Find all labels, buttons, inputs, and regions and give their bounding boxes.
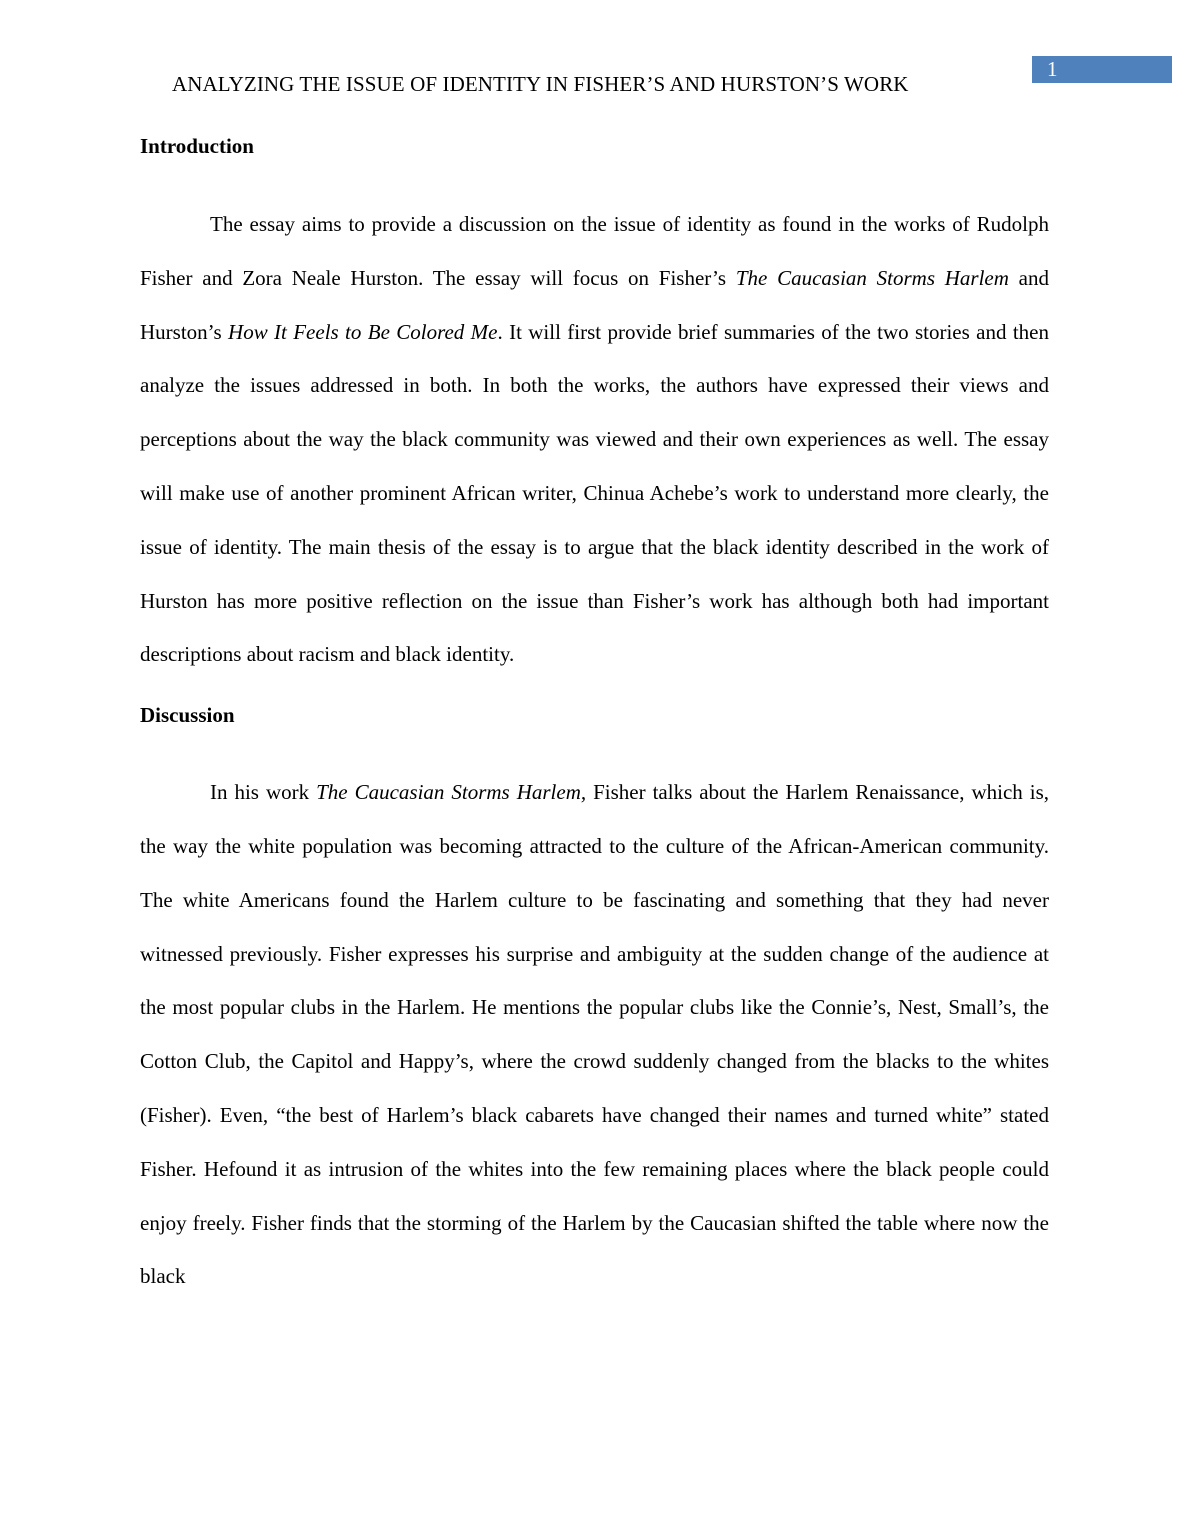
paragraph-text: The essay aims to provide a discussion on the issue of identity as found in the works of Rudolph Fisher and Zora Neale Hurston. The essay will focus on Fisher’s [140, 212, 1049, 290]
document-body [140, 132, 1049, 1304]
paragraph-text: In his work [210, 780, 317, 805]
page-number: 1 [1047, 57, 1058, 81]
paragraph-text: Fisher talks about the Harlem Renaissance, which is, the way the white population was becoming attracted to the culture of the African-American community. The white Americans found the Harlem culture to be fascinating and something that they had never witnessed previously. Fisher expresses his surprise and ambiguity at the sudden change of the audience at the most popular clubs in the Harlem. He mentions the popular clubs like the Connie’s, Nest, Small’s, the Cotton Club, the Capitol and Happy’s, where the crowd suddenly changed from the blacks to the whites (Fisher). Even, “the best of Harlem’s black cabarets have changed their names and turned white” stated Fisher. Hefound it as intrusion of the whites into the few remaining places where the black people could enjoy freely. Fisher finds that the storming of the Harlem by the Caucasian shifted the table where now the black [140, 780, 1049, 1289]
paragraph-text: and Hurston’s [140, 265, 1049, 344]
section-heading-introduction: Introduction [140, 134, 254, 158]
section-heading-discussion: Discussion [140, 703, 235, 728]
paragraph-text: . It will first provide brief summaries of the two stories and then analyze the issues addressed in both. In both the works, the authors have expressed their views and perceptions about the way the black community was viewed and their own experiences as well. The essay will make use of another prominent African writer, Chinua Achebe’s work to understand more clearly, the issue of identity. The main thesis of the essay is to argue that the black identity described in the work of Hurston has more positive reflection on the issue than Fisher’s work has although both had important descriptions about racism and black identity. [140, 319, 1049, 667]
work-title: The Caucasian Storms Harlem [735, 265, 1009, 290]
work-title: How It Feels to Be Colored Me [228, 319, 498, 344]
work-title: The Caucasian Storms Harlem, [316, 780, 587, 805]
discussion-paragraph [140, 766, 1049, 1304]
introduction-paragraph [140, 198, 1049, 682]
running-head: ANALYZING THE ISSUE OF IDENTITY IN FISHER’S AND HURSTON’S WORK [172, 72, 909, 96]
page-number-box [1032, 56, 1172, 83]
